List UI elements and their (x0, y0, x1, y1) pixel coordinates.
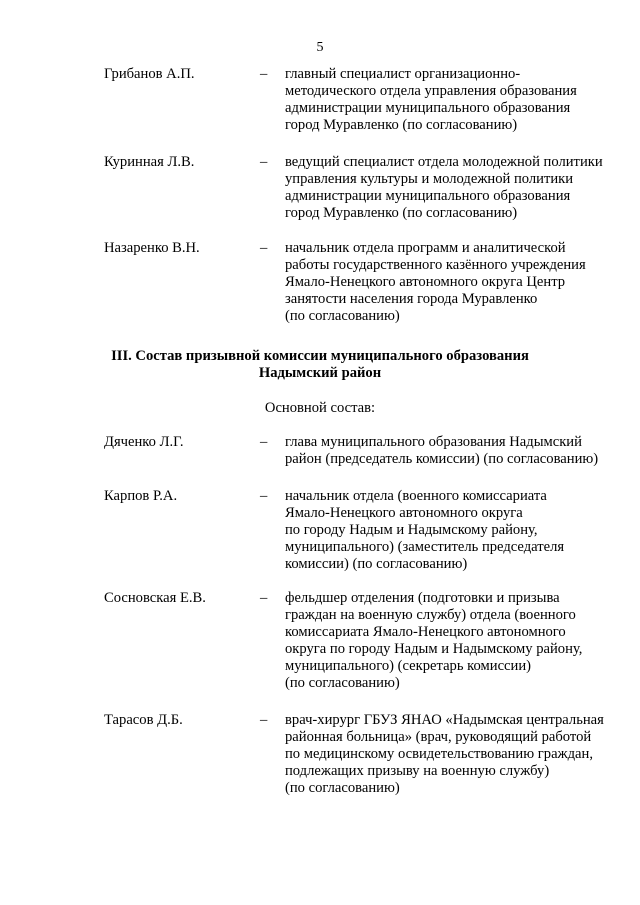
member-name: Назаренко В.Н. (104, 240, 200, 256)
member-name: Грибанов А.П. (104, 66, 195, 82)
page-number: 5 (316, 40, 324, 55)
dash: – (260, 66, 268, 82)
dash: – (260, 434, 268, 450)
member-name: Куринная Л.В. (104, 154, 195, 170)
dash: – (260, 712, 268, 728)
section-heading: III. Состав призывной комиссии муниципального образования Надымский район (111, 348, 529, 381)
dash: – (260, 154, 268, 170)
member-description: глава муниципального образования Надымский район (председатель комиссии) (по согласованию) (285, 434, 599, 467)
dash: – (260, 590, 268, 606)
member-description: врач-хирург ГБУЗ ЯНАО «Надымская центральная районная больница» (врач, руководящий работой по медицинскому освидетельствованию граждан, подлежащих призыву на военную службу) (по согласованию) (285, 712, 604, 796)
member-description: начальник отдела (военного комиссариата Ямало-Ненецкого автономного округа по городу Надым и Надымскому району, муниципального) (заместитель председателя комиссии) (по согласованию) (285, 488, 565, 572)
member-description: ведущий специалист отдела молодежной политики управления культуры и молодежной политики администрации муниципального образования город Муравленко (по согласованию) (285, 154, 603, 221)
member-description: главный специалист организационно- методического отдела управления образования администрации муниципального образования город Муравленко (по согласованию) (285, 66, 577, 133)
member-name: Карпов Р.А. (104, 488, 178, 504)
member-name: Дяченко Л.Г. (104, 434, 184, 450)
dash: – (260, 488, 268, 504)
subheading: Основной состав: (264, 400, 376, 416)
dash: – (260, 240, 268, 256)
member-description: начальник отдела программ и аналитической работы государственного казённого учреждения Ямало-Ненецкого автономного округа Центр занятости населения города Муравленко (по согласованию) (285, 240, 586, 324)
member-name: Тарасов Д.Б. (104, 712, 183, 728)
member-name: Сосновская Е.В. (104, 590, 206, 606)
member-description: фельдшер отделения (подготовки и призыва граждан на военную службу) отдела (военного комиссариата Ямало-Ненецкого автономного округа по городу Надым и Надымскому району, муниципального) (секретарь комиссии) (по согласованию) (285, 590, 583, 691)
